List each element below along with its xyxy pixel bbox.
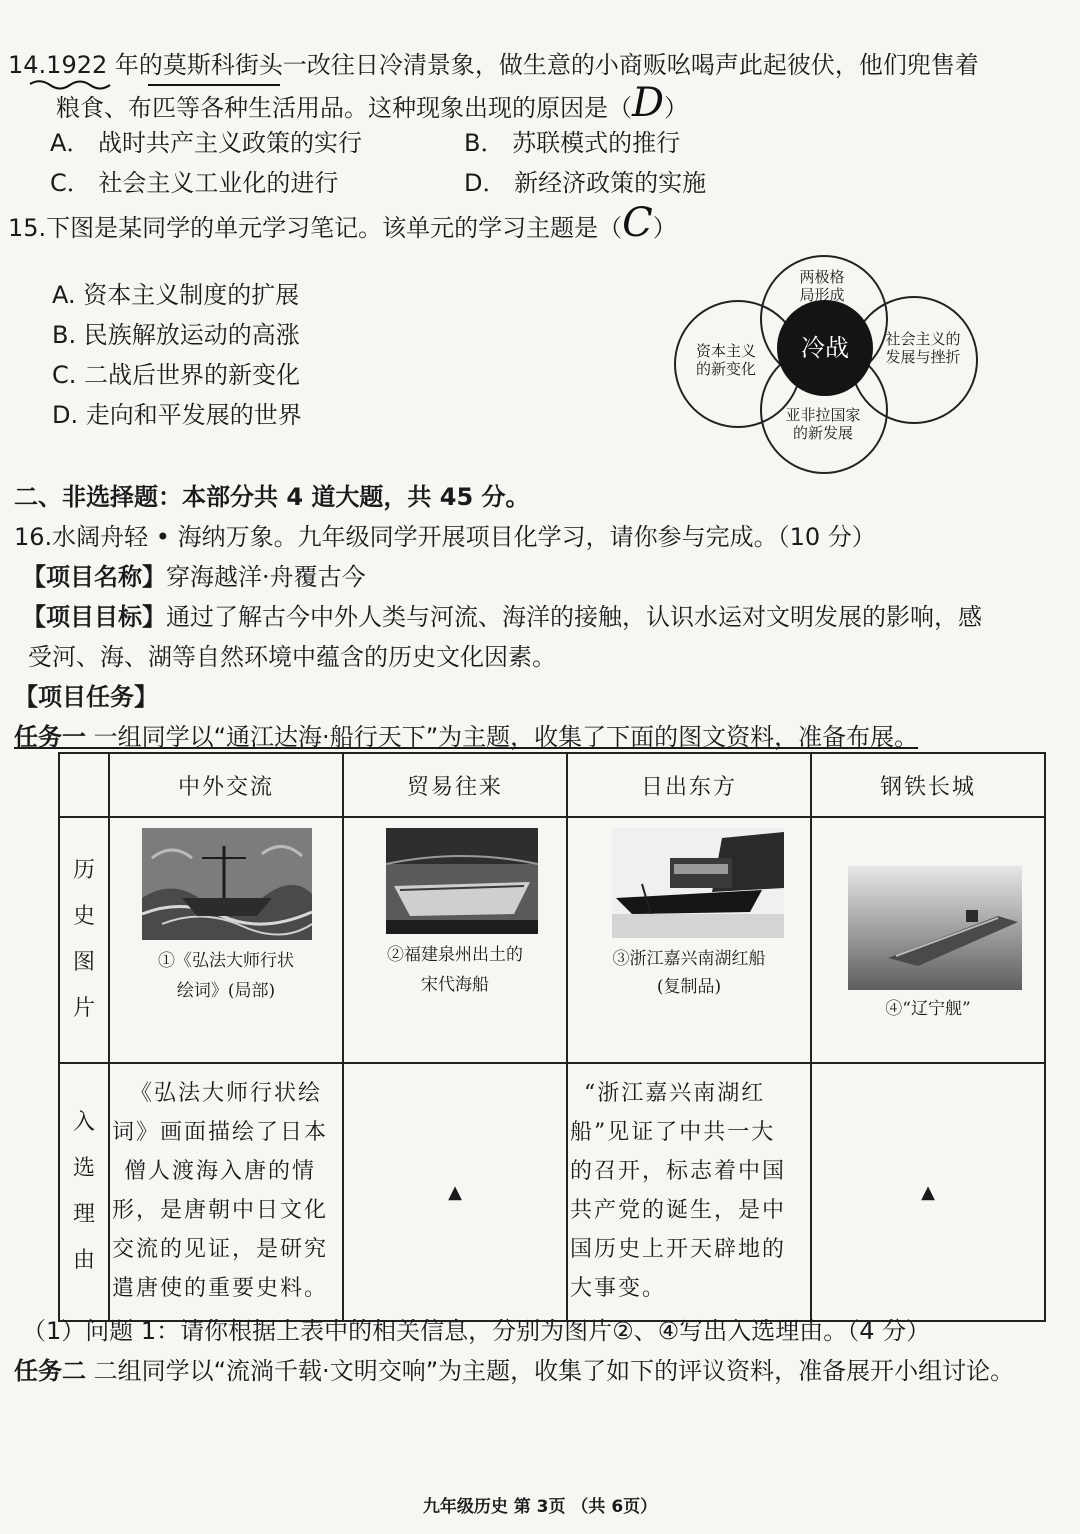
- row-label-char: 历: [72, 858, 95, 883]
- q15-option-a: A. 资本主义制度的扩展: [52, 281, 300, 309]
- row-label-char: 片: [72, 996, 95, 1021]
- kobo-daishi-scroll-image: [142, 828, 312, 940]
- diagram-right-line1: 社会主义的: [885, 330, 961, 348]
- picture-cell-4: [811, 817, 1045, 1063]
- row-label-char: 史: [72, 904, 95, 929]
- row-label-char: 选: [72, 1156, 95, 1181]
- reason-1-line: 交流的见证，是研究: [112, 1237, 329, 1262]
- row-label-char: 理: [72, 1202, 95, 1227]
- project-table: [58, 752, 1046, 1322]
- project-goal-line2: 受河、海、湖等自然环境中蕴含的历史文化因素。: [28, 643, 556, 671]
- q14-close: ）: [664, 94, 689, 122]
- q15-option-d: D. 走向和平发展的世界: [52, 401, 302, 429]
- reason-1-line: 遣唐使的重要史料。: [112, 1276, 329, 1301]
- task1-label: 任务一: [14, 723, 86, 751]
- caption-4: ④“辽宁舰”: [885, 999, 971, 1019]
- task2-label: 任务二: [14, 1357, 86, 1385]
- south-lake-red-boat-image: [612, 828, 784, 938]
- header-maoyi: 贸易往来: [343, 753, 567, 817]
- question-1: （1）问题 1：请你根据上表中的相关信息，分别为图片②、④写出入选理由。（4 分）: [22, 1317, 931, 1345]
- row-label-char: 图: [72, 950, 95, 975]
- diagram-top-line1: 两极格: [799, 268, 845, 286]
- header-gangtie: 钢铁长城: [811, 753, 1045, 817]
- picture-cell-3: [567, 817, 811, 1063]
- reason-3-line: 共产党的诞生，是中: [570, 1198, 787, 1223]
- reason-3-line: 大事变。: [570, 1276, 667, 1301]
- header-richu: 日出东方: [567, 753, 811, 817]
- reason-1-line: 僧人渡海入唐的情: [124, 1159, 317, 1184]
- diagram-bottom-line1: 亚非拉国家: [785, 406, 861, 424]
- liaoning-carrier-image: [848, 866, 1022, 990]
- project-name-value: 穿海越洋·舟覆古今: [166, 563, 366, 591]
- q15-option-c: C. 二战后世界的新变化: [52, 361, 301, 389]
- page-footer: 九年级历史 第 3页 （共 6页）: [422, 1497, 658, 1517]
- q14-option-b: B． 苏联模式的推行: [464, 129, 681, 157]
- diagram-right-line2: 发展与挫折: [885, 348, 961, 366]
- q15-close: ）: [652, 214, 677, 242]
- project-task-label: 【项目任务】: [14, 683, 158, 711]
- diagram-left-line2: 的新变化: [695, 360, 756, 378]
- caption-1-line2: 绘词》(局部): [176, 981, 276, 1001]
- q14-option-c: C． 社会主义工业化的进行: [50, 169, 339, 197]
- row-label-reasons: [59, 1063, 109, 1321]
- task2-text: 二组同学以“流淌千载·文明交响”为主题，收集了如下的评议资料，准备展开小组讨论。: [86, 1357, 1015, 1385]
- q14-answer-handwritten: D: [632, 80, 665, 126]
- reason-1-line: 词》画面描绘了日本: [112, 1120, 329, 1145]
- reason-1-line: 《弘法大师行状绘: [130, 1081, 323, 1106]
- diagram-top-line2: 局形成: [799, 286, 845, 304]
- row-label-pictures: [59, 817, 109, 1063]
- reason-3-line: 国历史上开天辟地的: [570, 1237, 787, 1262]
- row-label-char: 由: [72, 1248, 95, 1273]
- reason-cell-3: [567, 1063, 811, 1321]
- picture-cell-2: [343, 817, 567, 1063]
- caption-3-line2: (复制品): [656, 977, 722, 997]
- reason-3-line: 船”见证了中共一大: [570, 1120, 776, 1145]
- reason-cell-1: [109, 1063, 343, 1321]
- reason-cell-2-blank: ▲: [343, 1063, 567, 1321]
- section-2-heading: 二、非选择题：本部分共 4 道大题，共 45 分。: [14, 483, 530, 511]
- song-dynasty-ship-image: [386, 828, 538, 934]
- q16-stem: 16.水阔舟轻 • 海纳万象。九年级同学开展项目化学习，请你参与完成。（10 分）: [14, 523, 876, 551]
- diagram-left-line1: 资本主义: [695, 342, 756, 360]
- caption-2-line2: 宋代海船: [421, 975, 489, 995]
- q14-stem-line1: 14.1922 年的莫斯科街头一改往日冷清景象，做生意的小商贩吆喝声此起彼伏，他们兜售着: [8, 51, 979, 79]
- header-zhongwai: 中外交流: [109, 753, 343, 817]
- reason-3-line: 的召开，标志着中国: [570, 1159, 787, 1184]
- diagram-bottom-line2: 的新发展: [792, 424, 853, 442]
- project-goal-line1: 通过了解古今中外人类与河流、海洋的接触，认识水运对文明发展的影响，感: [166, 603, 982, 631]
- project-name-label: 【项目名称】: [22, 563, 166, 591]
- reason-cell-4-blank: ▲: [811, 1063, 1045, 1321]
- diagram-center-label: 冷战: [777, 300, 873, 396]
- q14-option-d: D． 新经济政策的实施: [464, 169, 707, 197]
- q14-stem-line2: 粮食、布匹等各种生活用品。这种现象出现的原因是（: [56, 94, 632, 122]
- q15-stem: 15.下图是某同学的单元学习笔记。该单元的学习主题是（: [8, 214, 623, 242]
- caption-1-line1: ①《弘法大师行状: [158, 951, 294, 971]
- q15-option-b: B. 民族解放运动的高涨: [52, 321, 300, 349]
- caption-3-line1: ③浙江嘉兴南湖红船: [612, 949, 766, 969]
- table-corner-cell: [59, 753, 109, 817]
- caption-2-line1: ②福建泉州出土的: [387, 945, 523, 965]
- q15-answer-handwritten: C: [622, 200, 653, 246]
- project-goal-label: 【项目目标】: [22, 603, 166, 631]
- row-label-char: 入: [72, 1110, 95, 1135]
- reason-1-line: 形，是唐朝中日文化: [112, 1198, 329, 1223]
- q14-option-a: A． 战时共产主义政策的实行: [50, 129, 363, 157]
- task1-text: 一组同学以“通江达海·船行天下”为主题，收集了下面的图文资料，准备布展。: [86, 723, 919, 751]
- picture-cell-1: [109, 817, 343, 1063]
- reason-3-line: “浙江嘉兴南湖红: [584, 1081, 766, 1106]
